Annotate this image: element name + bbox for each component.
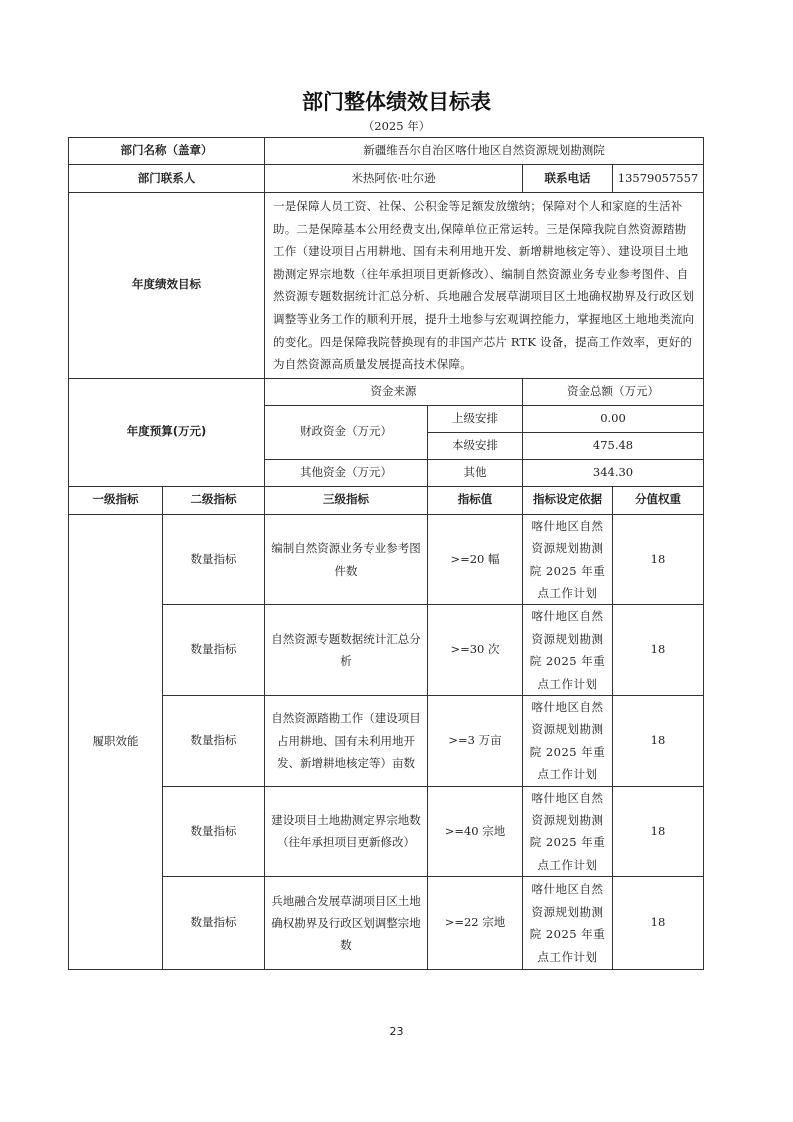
indicator-weight: 18 xyxy=(613,514,704,605)
phone-value: 13579057557 xyxy=(613,165,704,193)
header-level1: 一级指标 xyxy=(69,486,163,514)
indicator-basis: 喀什地区自然资源规划勘测院 2025 年重点工作计划 xyxy=(523,786,613,877)
local-allocation-value: 475.48 xyxy=(523,432,704,459)
indicator-value: >=22 宗地 xyxy=(428,877,523,970)
indicator-value: >=20 幅 xyxy=(428,514,523,605)
level3-indicator: 兵地融合发展草湖项目区土地确权勘界及行政区划调整宗地数 xyxy=(265,877,428,970)
other-funds-label: 其他资金（万元） xyxy=(265,459,428,486)
indicator-basis: 喀什地区自然资源规划勘测院 2025 年重点工作计划 xyxy=(523,877,613,970)
fund-source-header: 资金来源 xyxy=(265,378,523,405)
indicator-value: >=3 万亩 xyxy=(428,696,523,787)
budget-header-row xyxy=(69,378,704,405)
superior-allocation-value: 0.00 xyxy=(523,405,704,432)
budget-label: 年度预算(万元) xyxy=(69,378,265,486)
level2-indicator: 数量指标 xyxy=(163,605,265,696)
indicator-value: >=40 宗地 xyxy=(428,786,523,877)
dept-name-value: 新疆维吾尔自治区喀什地区自然资源规划勘测院 xyxy=(265,138,704,165)
level1-indicator: 履职效能 xyxy=(69,514,163,970)
document-year: （2025 年） xyxy=(362,119,431,133)
indicator-row xyxy=(69,786,704,877)
level2-indicator: 数量指标 xyxy=(163,877,265,970)
other-sub-label: 其他 xyxy=(428,459,523,486)
fiscal-funds-label: 财政资金（万元） xyxy=(265,405,428,459)
annual-goal-label: 年度绩效目标 xyxy=(69,193,265,379)
fund-total-header: 资金总额（万元） xyxy=(523,378,704,405)
header-basis: 指标设定依据 xyxy=(523,486,613,514)
indicator-row xyxy=(69,514,704,605)
level3-indicator: 自然资源踏勘工作（建设项目占用耕地、国有未利用地开发、新增耕地核定等）亩数 xyxy=(265,696,428,787)
level3-indicator: 编制自然资源业务专业参考图件数 xyxy=(265,514,428,605)
indicator-weight: 18 xyxy=(613,877,704,970)
other-funds-value: 344.30 xyxy=(523,459,704,486)
contact-row xyxy=(69,165,704,193)
header-level3: 三级指标 xyxy=(265,486,428,514)
indicator-basis: 喀什地区自然资源规划勘测院 2025 年重点工作计划 xyxy=(523,696,613,787)
header-value: 指标值 xyxy=(428,486,523,514)
indicator-header-row xyxy=(69,486,704,514)
local-allocation-label: 本级安排 xyxy=(428,432,523,459)
indicator-basis: 喀什地区自然资源规划勘测院 2025 年重点工作计划 xyxy=(523,514,613,605)
contact-value: 米热阿依·吐尔逊 xyxy=(265,165,523,193)
annual-goal-row xyxy=(69,193,704,379)
annual-goal-text: 一是保障人员工资、社保、公积金等足额发放缴纳；保障对个人和家庭的生活补助。二是保障基本公用经费支出,保障单位正常运转。三是保障我院自然资源踏勘工作（建设项目占用耕地、国有未利用地开发、新增耕地核定等）、建设项目土地勘测定界宗地数（往年承担项目更新修改）、编制自然资源业务专业参考图件、自然资源专题数据统计汇总分析、兵地融合发展草湖项目区土地确权勘界及行政区划调整等业务工作的顺利开展，提升土地参与宏观调控能力，掌握地区土地地类流向的变化。四是保障我院替换现有的非国产芯片 RTK 设备，提高工作效率，更好的为自然资源高质量发展提高技术保障。 xyxy=(265,193,704,379)
indicator-weight: 18 xyxy=(613,696,704,787)
level3-indicator: 自然资源专题数据统计汇总分析 xyxy=(265,605,428,696)
dept-name-label: 部门名称（盖章） xyxy=(69,138,265,165)
document-title: 部门整体绩效目标表 xyxy=(302,90,491,114)
page-number: 23 xyxy=(389,1025,404,1038)
header-level2: 二级指标 xyxy=(163,486,265,514)
indicator-weight: 18 xyxy=(613,786,704,877)
indicator-value: >=30 次 xyxy=(428,605,523,696)
dept-name-row xyxy=(69,138,704,165)
header-weight: 分值权重 xyxy=(613,486,704,514)
level3-indicator: 建设项目土地勘测定界宗地数（往年承担项目更新修改） xyxy=(265,786,428,877)
indicator-row xyxy=(69,696,704,787)
performance-target-table xyxy=(68,137,704,970)
superior-allocation-label: 上级安排 xyxy=(428,405,523,432)
indicator-basis: 喀什地区自然资源规划勘测院 2025 年重点工作计划 xyxy=(523,605,613,696)
level2-indicator: 数量指标 xyxy=(163,696,265,787)
level2-indicator: 数量指标 xyxy=(163,514,265,605)
phone-label: 联系电话 xyxy=(523,165,613,193)
contact-label: 部门联系人 xyxy=(69,165,265,193)
indicator-weight: 18 xyxy=(613,605,704,696)
indicator-row xyxy=(69,605,704,696)
level2-indicator: 数量指标 xyxy=(163,786,265,877)
indicator-row xyxy=(69,877,704,970)
